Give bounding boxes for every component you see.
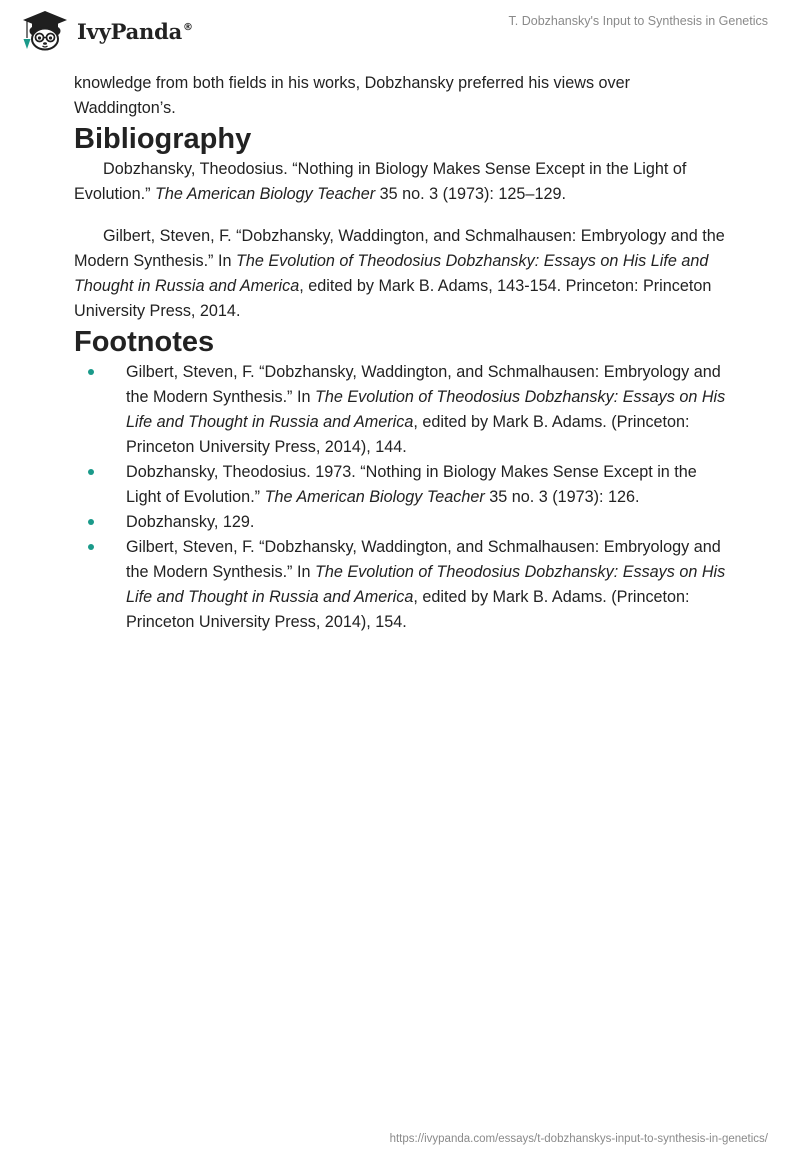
document-body — [74, 71, 734, 635]
bullet-icon — [88, 369, 94, 375]
bibliography-entry: Gilbert, Steven, F. “Dobzhansky, Waddington, and Schmalhausen: Embryology and the Modern Synthesis.” In The Evolution of Theodosius Dobzhansky: Essays on His Life and Thought in Russia and America, edited by Mark B. Adams, 143-154. Princeton: Princeton University Press, 2014. — [74, 227, 725, 320]
bullet-icon — [88, 519, 94, 525]
bullet-icon — [88, 469, 94, 475]
page-header — [0, 0, 800, 60]
bibliography-entry: Dobzhansky, Theodosius. “Nothing in Biology Makes Sense Except in the Light of Evolution.” The American Biology Teacher 35 no. 3 (1973): 125–129. — [74, 160, 687, 203]
intro-paragraph: knowledge from both fields in his works, Dobzhansky preferred his views over Waddington’s. — [74, 74, 631, 117]
source-url-link[interactable]: https://ivypanda.com/essays/t-dobzhanskys-input-to-synthesis-in-genetics/ — [389, 1133, 768, 1145]
brand-logo[interactable] — [15, 8, 193, 52]
document-title: T. Dobzhansky's Input to Synthesis in Genetics — [508, 14, 768, 28]
bibliography-heading: Bibliography — [74, 123, 252, 155]
bullet-icon — [88, 544, 94, 550]
brand-name: IvyPanda® — [77, 18, 193, 44]
panda-logo-icon — [15, 9, 73, 51]
footnotes-list — [74, 360, 734, 635]
bibliography-list — [74, 157, 734, 324]
footnotes-heading: Footnotes — [74, 326, 215, 358]
footnote-item: Dobzhansky, Theodosius. 1973. “Nothing in Biology Makes Sense Except in the Light of Evolution.” The American Biology Teacher 35 no. 3 (1973): 126. — [74, 460, 734, 510]
footnote-item: Dobzhansky, 129. — [74, 510, 734, 535]
footnote-item: Gilbert, Steven, F. “Dobzhansky, Waddington, and Schmalhausen: Embryology and the Modern Synthesis.” In The Evolution of Theodosius Dobzhansky: Essays on His Life and Thought in Russia and America, edited by Mark B. Adams. (Princeton: Princeton University Press, 2014), 154. — [74, 535, 734, 635]
footnote-item: Gilbert, Steven, F. “Dobzhansky, Waddington, and Schmalhausen: Embryology and the Modern Synthesis.” In The Evolution of Theodosius Dobzhansky: Essays on His Life and Thought in Russia and America, edited by Mark B. Adams. (Princeton: Princeton University Press, 2014), 144. — [74, 360, 734, 460]
